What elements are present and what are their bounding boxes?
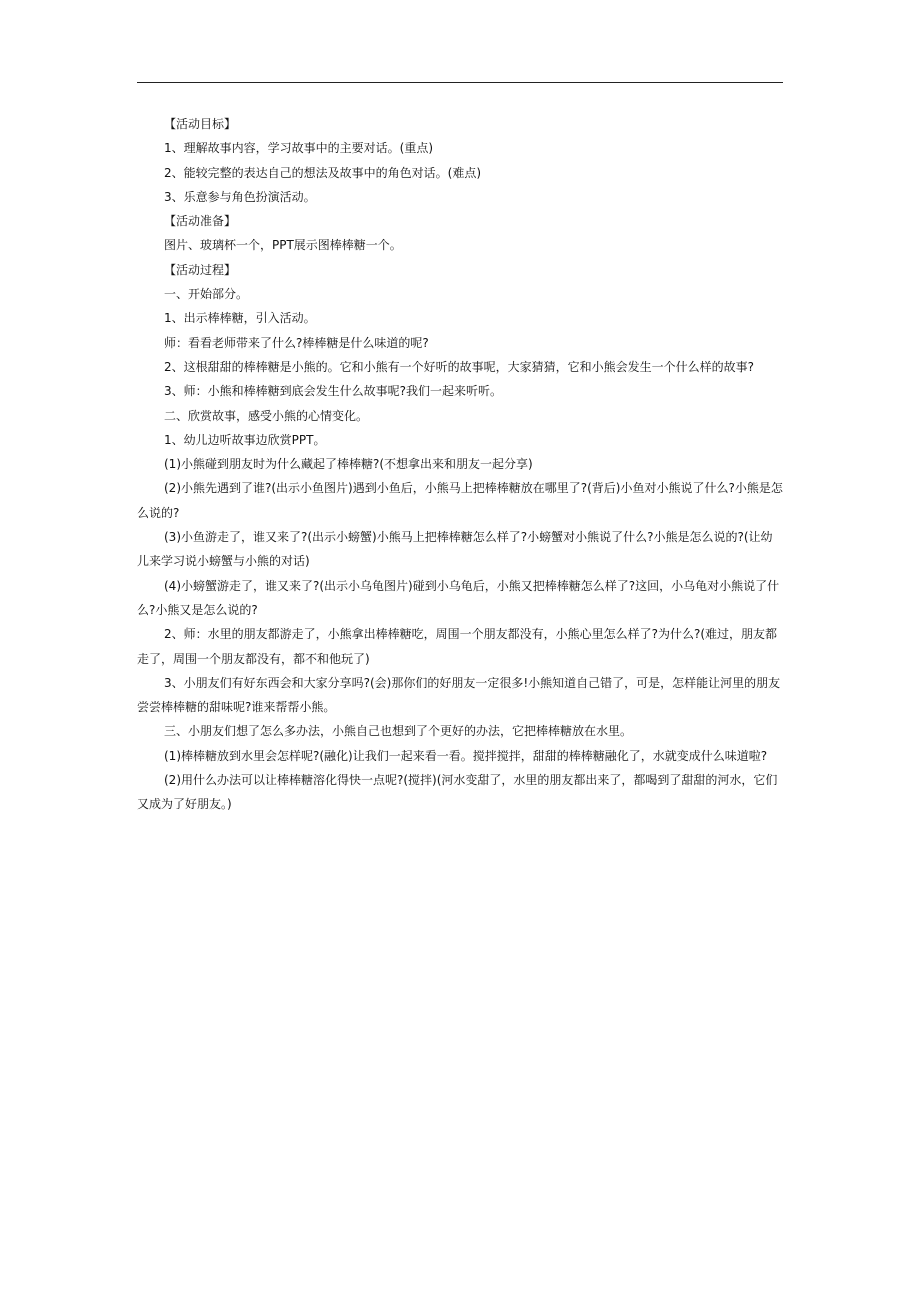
process-paragraph: (1)棒棒糖放到水里会怎样呢?(融化)让我们一起来看一看。搅拌搅拌，甜甜的棒棒糖融化了，水就变成什么味道啦? <box>164 748 768 763</box>
part-heading: 一、开始部分。 <box>164 287 249 302</box>
part-heading: 二、欣赏故事，感受小熊的心情变化。 <box>164 408 369 423</box>
process-paragraph: (2)用什么办法可以让棒棒糖溶化得快一点呢?(搅拌)(河水变甜了，水里的朋友都出来了，都喝到了甜甜的河水，它们又成为了好朋友。) <box>137 773 778 812</box>
prep-text: 图片、玻璃杯一个，PPT展示图棒棒糖一个。 <box>164 238 402 253</box>
process-paragraph: 2、师：水里的朋友都游走了，小熊拿出棒棒糖吃，周围一个朋友都没有，小熊心里怎么样了?为什么?(难过，朋友都走了，周围一个朋友都没有，都不和他玩了) <box>137 627 778 666</box>
process-paragraph: (3)小鱼游走了，谁又来了?(出示小螃蟹)小熊马上把棒棒糖怎么样了?小螃蟹对小熊说了什么?小熊是怎么说的?(让幼儿来学习说小螃蟹与小熊的对话) <box>137 530 773 569</box>
section-title-prep: 【活动准备】 <box>164 214 237 229</box>
process-item: 师：看看老师带来了什么?棒棒糖是什么味道的呢? <box>164 335 429 350</box>
process-paragraph: (4)小螃蟹游走了，谁又来了?(出示小乌龟图片)碰到小乌龟后，小熊又把棒棒糖怎么样了?这回，小乌龟对小熊说了什么?小熊又是怎么说的? <box>137 578 780 617</box>
process-item: 3、师：小熊和棒棒糖到底会发生什么故事呢?我们一起来听听。 <box>164 384 503 399</box>
process-item: 1、出示棒棒糖，引入活动。 <box>164 311 316 326</box>
goal-item: 3、乐意参与角色扮演活动。 <box>164 189 316 204</box>
document-body <box>137 112 783 817</box>
process-paragraph: (2)小熊先遇到了谁?(出示小鱼图片)遇到小鱼后，小熊马上把棒棒糖放在哪里了?(背后)小鱼对小熊说了什么?小熊是怎么说的? <box>137 481 783 520</box>
process-item: (1)小熊碰到朋友时为什么藏起了棒棒糖?(不想拿出来和朋友一起分享) <box>164 457 533 472</box>
goal-item: 1、理解故事内容，学习故事中的主要对话。(重点) <box>164 141 433 156</box>
header-rule <box>137 82 783 83</box>
process-item: 1、幼儿边听故事边欣赏PPT。 <box>164 432 326 447</box>
goal-item: 2、能较完整的表达自己的想法及故事中的角色对话。(难点) <box>164 165 482 180</box>
part-heading: 三、小朋友们想了怎么多办法，小熊自己也想到了个更好的办法，它把棒棒糖放在水里。 <box>164 724 633 739</box>
section-title-goals: 【活动目标】 <box>164 117 237 131</box>
process-paragraph: 3、小朋友们有好东西会和大家分享吗?(会)那你们的好朋友一定很多!小熊知道自己错了，可是，怎样能让河里的朋友尝尝棒棒糖的甜味呢?谁来帮帮小熊。 <box>137 675 781 715</box>
section-title-process: 【活动过程】 <box>164 262 237 277</box>
process-item: 2、这根甜甜的棒棒糖是小熊的。它和小熊有一个好听的故事呢，大家猜猜，它和小熊会发生一个什么样的故事? <box>164 359 755 374</box>
